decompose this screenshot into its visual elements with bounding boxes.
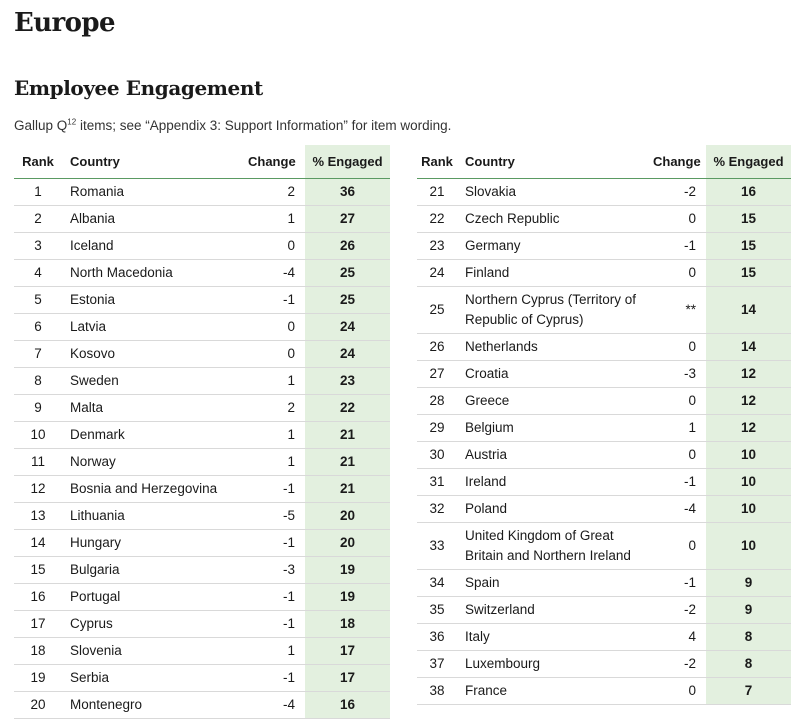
percent-engaged-cell: 24 <box>305 341 390 368</box>
table-header-row <box>14 145 390 179</box>
region-title: Europe <box>14 8 115 38</box>
change-cell: -1 <box>248 584 305 611</box>
table-row <box>14 584 390 611</box>
country-cell: Malta <box>62 395 248 422</box>
table-row <box>14 206 390 233</box>
change-cell: -2 <box>653 179 706 206</box>
table-row <box>417 570 791 597</box>
percent-engaged-cell: 17 <box>305 665 390 692</box>
percent-engaged-cell: 24 <box>305 314 390 341</box>
ranking-table-right <box>417 145 791 705</box>
rank-cell: 27 <box>417 361 457 388</box>
change-cell: 1 <box>248 206 305 233</box>
country-cell: Hungary <box>62 530 248 557</box>
change-cell: 0 <box>248 341 305 368</box>
rank-cell: 16 <box>14 584 62 611</box>
percent-engaged-cell: 18 <box>305 611 390 638</box>
table-row <box>14 692 390 719</box>
change-cell: -2 <box>653 597 706 624</box>
country-cell: Serbia <box>62 665 248 692</box>
table-row <box>14 530 390 557</box>
country-cell: Norway <box>62 449 248 476</box>
rank-cell: 17 <box>14 611 62 638</box>
table-row <box>417 334 791 361</box>
country-cell: Luxembourg <box>457 651 653 678</box>
country-cell: North Macedonia <box>62 260 248 287</box>
country-cell: United Kingdom of Great Britain and Northern Ireland <box>457 523 653 570</box>
percent-engaged-cell: 21 <box>305 449 390 476</box>
change-cell: -1 <box>248 287 305 314</box>
change-cell: 0 <box>653 260 706 287</box>
percent-engaged-cell: 23 <box>305 368 390 395</box>
percent-engaged-cell: 15 <box>706 233 791 260</box>
change-cell: ** <box>653 287 706 334</box>
change-cell: 0 <box>653 388 706 415</box>
rank-cell: 11 <box>14 449 62 476</box>
table-row <box>14 611 390 638</box>
change-cell: -1 <box>653 469 706 496</box>
percent-engaged-cell: 9 <box>706 570 791 597</box>
percent-engaged-cell: 22 <box>305 395 390 422</box>
percent-engaged-cell: 10 <box>706 469 791 496</box>
rank-cell: 35 <box>417 597 457 624</box>
rank-cell: 14 <box>14 530 62 557</box>
change-cell: -3 <box>653 361 706 388</box>
table-row <box>14 233 390 260</box>
header-percent-engaged: % Engaged <box>706 145 791 179</box>
change-cell: 2 <box>248 395 305 422</box>
country-cell: France <box>457 678 653 705</box>
table-row <box>417 496 791 523</box>
table-row <box>417 415 791 442</box>
percent-engaged-cell: 12 <box>706 388 791 415</box>
country-cell: Czech Republic <box>457 206 653 233</box>
percent-engaged-cell: 19 <box>305 584 390 611</box>
table-row <box>417 597 791 624</box>
change-cell: 0 <box>653 334 706 361</box>
percent-engaged-cell: 10 <box>706 496 791 523</box>
change-cell: -1 <box>653 570 706 597</box>
rank-cell: 15 <box>14 557 62 584</box>
change-cell: 0 <box>653 442 706 469</box>
change-cell: 2 <box>248 179 305 206</box>
country-cell: Albania <box>62 206 248 233</box>
rank-cell: 4 <box>14 260 62 287</box>
rank-cell: 30 <box>417 442 457 469</box>
rank-cell: 28 <box>417 388 457 415</box>
percent-engaged-cell: 20 <box>305 503 390 530</box>
change-cell: 0 <box>653 523 706 570</box>
country-cell: Finland <box>457 260 653 287</box>
table-row <box>14 368 390 395</box>
table-row <box>417 651 791 678</box>
rank-cell: 37 <box>417 651 457 678</box>
percent-engaged-cell: 14 <box>706 334 791 361</box>
table-row <box>417 469 791 496</box>
rank-cell: 34 <box>417 570 457 597</box>
rank-cell: 10 <box>14 422 62 449</box>
percent-engaged-cell: 25 <box>305 260 390 287</box>
rank-cell: 38 <box>417 678 457 705</box>
change-cell: -4 <box>653 496 706 523</box>
percent-engaged-cell: 17 <box>305 638 390 665</box>
header-country: Country <box>62 145 248 179</box>
change-cell: -1 <box>248 476 305 503</box>
rank-cell: 19 <box>14 665 62 692</box>
country-cell: Bulgaria <box>62 557 248 584</box>
rank-cell: 9 <box>14 395 62 422</box>
percent-engaged-cell: 15 <box>706 206 791 233</box>
rank-cell: 32 <box>417 496 457 523</box>
table-row <box>417 624 791 651</box>
change-cell: 0 <box>653 206 706 233</box>
change-cell: 1 <box>248 449 305 476</box>
rank-cell: 29 <box>417 415 457 442</box>
rank-cell: 26 <box>417 334 457 361</box>
change-cell: -1 <box>248 530 305 557</box>
change-cell: 4 <box>653 624 706 651</box>
rank-cell: 24 <box>417 260 457 287</box>
percent-engaged-cell: 9 <box>706 597 791 624</box>
percent-engaged-cell: 7 <box>706 678 791 705</box>
country-cell: Northern Cyprus (Territory of Republic of Cyprus) <box>457 287 653 334</box>
table-row <box>14 503 390 530</box>
country-cell: Estonia <box>62 287 248 314</box>
country-cell: Latvia <box>62 314 248 341</box>
rank-cell: 25 <box>417 287 457 334</box>
table-row <box>417 442 791 469</box>
change-cell: -4 <box>248 260 305 287</box>
country-cell: Iceland <box>62 233 248 260</box>
table-row <box>14 665 390 692</box>
header-country: Country <box>457 145 653 179</box>
rank-cell: 1 <box>14 179 62 206</box>
change-cell: 0 <box>248 314 305 341</box>
percent-engaged-cell: 20 <box>305 530 390 557</box>
change-cell: -4 <box>248 692 305 719</box>
percent-engaged-cell: 21 <box>305 422 390 449</box>
country-cell: Denmark <box>62 422 248 449</box>
header-change: Change <box>653 145 706 179</box>
change-cell: 0 <box>653 678 706 705</box>
country-cell: Switzerland <box>457 597 653 624</box>
country-cell: Germany <box>457 233 653 260</box>
subtitle <box>14 118 451 133</box>
rank-cell: 36 <box>417 624 457 651</box>
table-header-row <box>417 145 791 179</box>
table-row <box>417 678 791 705</box>
percent-engaged-cell: 26 <box>305 233 390 260</box>
country-cell: Cyprus <box>62 611 248 638</box>
table-row <box>417 179 791 206</box>
table-row <box>14 179 390 206</box>
country-cell: Romania <box>62 179 248 206</box>
header-change: Change <box>248 145 305 179</box>
table-row <box>14 260 390 287</box>
subtitle-suffix: items; see “Appendix 3: Support Information” for item wording. <box>76 118 452 133</box>
country-cell: Slovenia <box>62 638 248 665</box>
subtitle-prefix: Gallup Q <box>14 118 68 133</box>
table-row <box>14 341 390 368</box>
change-cell: 1 <box>248 638 305 665</box>
rank-cell: 18 <box>14 638 62 665</box>
country-cell: Ireland <box>457 469 653 496</box>
rank-cell: 7 <box>14 341 62 368</box>
table-row <box>417 206 791 233</box>
rank-cell: 33 <box>417 523 457 570</box>
table-row <box>14 638 390 665</box>
percent-engaged-cell: 36 <box>305 179 390 206</box>
subtitle-superscript: 12 <box>67 117 77 127</box>
header-percent-engaged: % Engaged <box>305 145 390 179</box>
change-cell: -1 <box>653 233 706 260</box>
rank-cell: 8 <box>14 368 62 395</box>
rank-cell: 21 <box>417 179 457 206</box>
country-cell: Netherlands <box>457 334 653 361</box>
country-cell: Spain <box>457 570 653 597</box>
change-cell: 1 <box>653 415 706 442</box>
section-title: Employee Engagement <box>14 76 263 100</box>
change-cell: -5 <box>248 503 305 530</box>
change-cell: -3 <box>248 557 305 584</box>
table-row <box>14 557 390 584</box>
table-row <box>14 395 390 422</box>
change-cell: 1 <box>248 422 305 449</box>
percent-engaged-cell: 15 <box>706 260 791 287</box>
percent-engaged-cell: 12 <box>706 361 791 388</box>
country-cell: Slovakia <box>457 179 653 206</box>
change-cell: -1 <box>248 611 305 638</box>
table-row <box>14 449 390 476</box>
rank-cell: 12 <box>14 476 62 503</box>
table-row <box>417 287 791 334</box>
change-cell: 0 <box>248 233 305 260</box>
percent-engaged-cell: 10 <box>706 442 791 469</box>
percent-engaged-cell: 27 <box>305 206 390 233</box>
table-row <box>14 476 390 503</box>
percent-engaged-cell: 25 <box>305 287 390 314</box>
country-cell: Montenegro <box>62 692 248 719</box>
country-cell: Bosnia and Herzegovina <box>62 476 248 503</box>
country-cell: Kosovo <box>62 341 248 368</box>
table-row <box>14 314 390 341</box>
rank-cell: 6 <box>14 314 62 341</box>
percent-engaged-cell: 12 <box>706 415 791 442</box>
percent-engaged-cell: 14 <box>706 287 791 334</box>
table-row <box>417 233 791 260</box>
country-cell: Austria <box>457 442 653 469</box>
country-cell: Sweden <box>62 368 248 395</box>
rank-cell: 13 <box>14 503 62 530</box>
table-row <box>417 388 791 415</box>
rank-cell: 20 <box>14 692 62 719</box>
percent-engaged-cell: 16 <box>305 692 390 719</box>
rank-cell: 22 <box>417 206 457 233</box>
change-cell: 1 <box>248 368 305 395</box>
country-cell: Lithuania <box>62 503 248 530</box>
rank-cell: 31 <box>417 469 457 496</box>
rank-cell: 23 <box>417 233 457 260</box>
rank-cell: 2 <box>14 206 62 233</box>
rank-cell: 5 <box>14 287 62 314</box>
country-cell: Croatia <box>457 361 653 388</box>
percent-engaged-cell: 16 <box>706 179 791 206</box>
percent-engaged-cell: 8 <box>706 651 791 678</box>
percent-engaged-cell: 10 <box>706 523 791 570</box>
country-cell: Portugal <box>62 584 248 611</box>
table-row <box>14 287 390 314</box>
percent-engaged-cell: 8 <box>706 624 791 651</box>
country-cell: Italy <box>457 624 653 651</box>
table-row <box>14 422 390 449</box>
header-rank: Rank <box>14 145 62 179</box>
country-cell: Belgium <box>457 415 653 442</box>
percent-engaged-cell: 21 <box>305 476 390 503</box>
ranking-table-left <box>14 145 390 719</box>
header-rank: Rank <box>417 145 457 179</box>
change-cell: -2 <box>653 651 706 678</box>
table-row <box>417 361 791 388</box>
percent-engaged-cell: 19 <box>305 557 390 584</box>
rank-cell: 3 <box>14 233 62 260</box>
table-row <box>417 260 791 287</box>
table-row <box>417 523 791 570</box>
country-cell: Poland <box>457 496 653 523</box>
country-cell: Greece <box>457 388 653 415</box>
change-cell: -1 <box>248 665 305 692</box>
